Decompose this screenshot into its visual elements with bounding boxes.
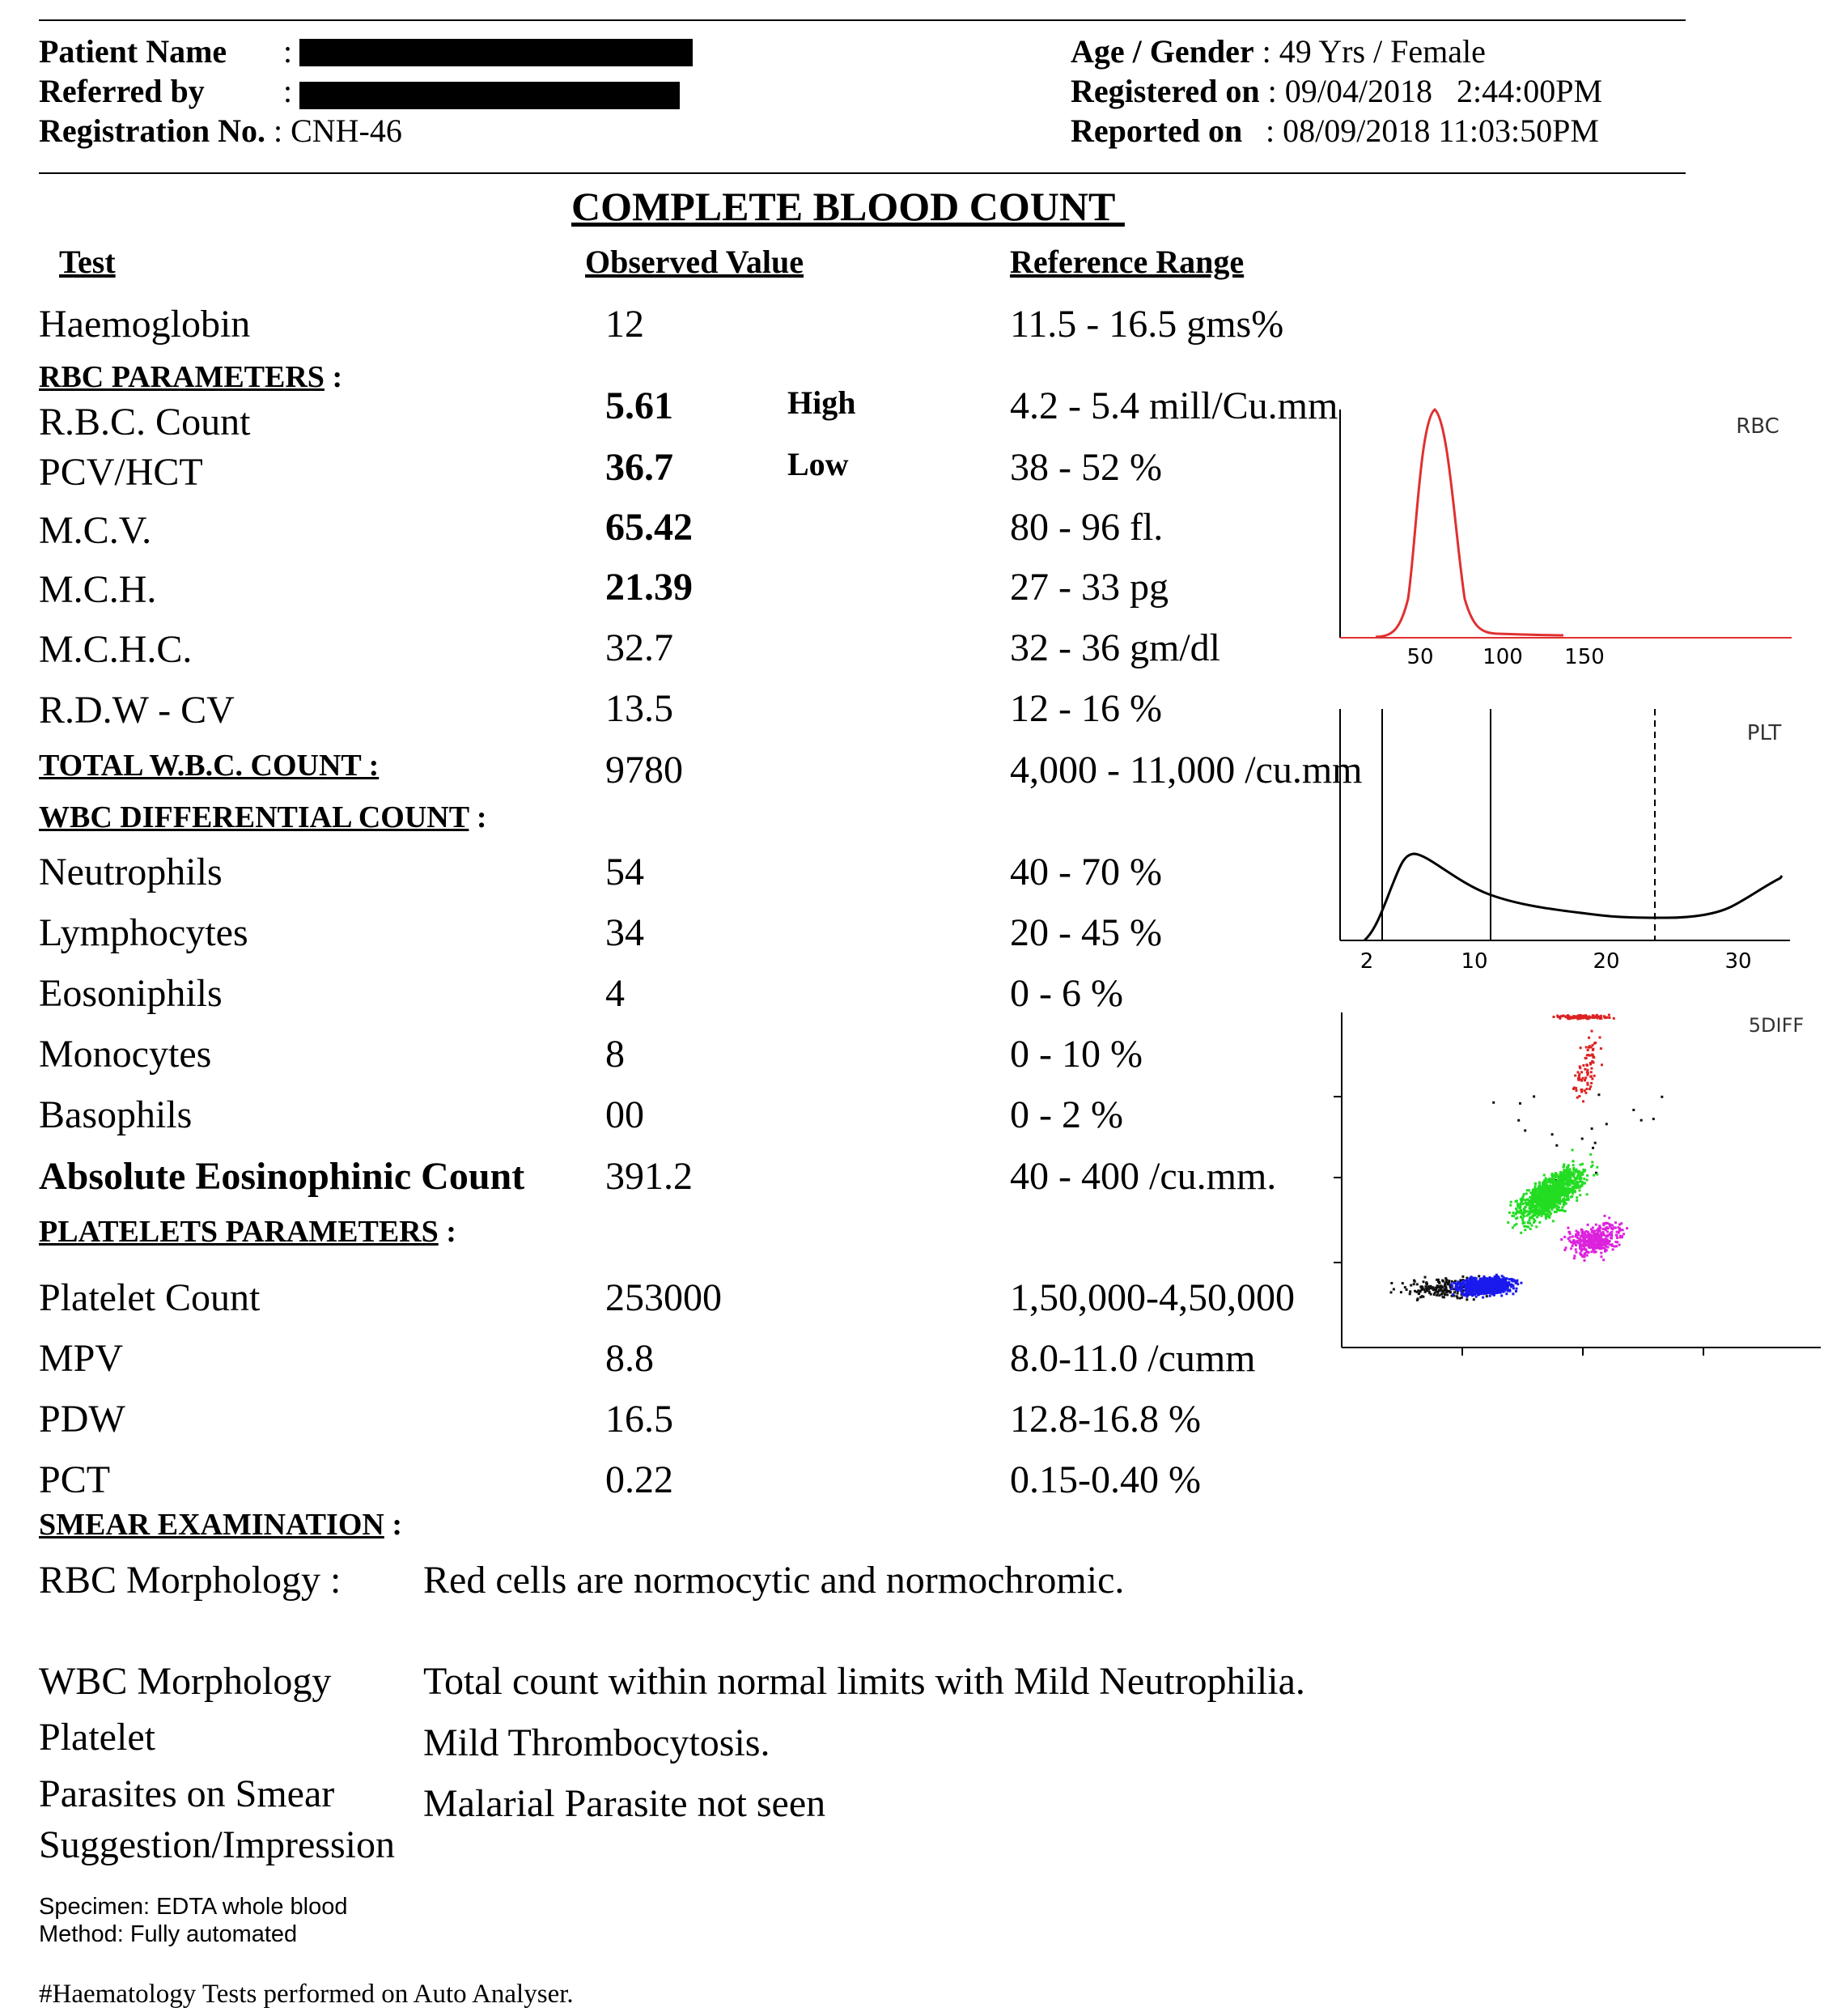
registration-no-value: CNH-46	[291, 112, 402, 149]
referred-by-redacted	[299, 82, 680, 109]
value-mchc: 32.7	[605, 626, 673, 669]
value-mcv: 65.42	[605, 506, 693, 549]
registered-on-value: 09/04/2018 2:44:00PM	[1284, 73, 1603, 109]
value-monocytes: 8	[605, 1033, 625, 1076]
test-name-absolute-eosinophil-count: Absolute Eosinophinic Count	[39, 1155, 525, 1198]
plt-histogram	[1327, 704, 1796, 979]
section-rbc-parameters: RBC PARAMETERS :	[39, 360, 343, 394]
age-gender-value: 49 Yrs / Female	[1279, 33, 1486, 70]
rbc-tick-50: 50	[1406, 645, 1434, 669]
report-title: COMPLETE BLOOD COUNT	[571, 184, 1125, 229]
test-name-pdw: PDW	[39, 1398, 125, 1441]
rbc-morphology-label: RBC Morphology :	[39, 1559, 341, 1602]
flag-rbc-count: High	[787, 384, 856, 421]
rbc-tick-100: 100	[1483, 645, 1523, 669]
reported-on-label: Reported on	[1071, 112, 1243, 149]
column-header-test: Test	[59, 244, 116, 280]
reported-on: Reported on : 08/09/2018 11:03:50PM	[1071, 112, 1599, 149]
parasites-label: Parasites on Smear	[39, 1772, 335, 1815]
plt-tick-10: 10	[1461, 949, 1488, 974]
colon: :	[283, 33, 293, 70]
test-name-pcv: PCV/HCT	[39, 451, 203, 494]
registered-on: Registered on : 09/04/2018 2:44:00PM	[1071, 73, 1603, 109]
5diff-debris-dots	[1390, 1093, 1664, 1301]
test-name-rdw: R.D.W - CV	[39, 689, 235, 732]
section-total-wbc-count: TOTAL W.B.C. COUNT :	[39, 749, 380, 783]
test-name-basophils: Basophils	[39, 1093, 193, 1136]
range-mchc: 32 - 36 gm/dl	[1010, 626, 1220, 669]
test-name-mchc: M.C.H.C.	[39, 628, 193, 671]
5diff-monocyte-dots	[1560, 1215, 1628, 1262]
parasites-value: Malarial Parasite not seen	[423, 1782, 826, 1825]
value-rbc-count: 5.61	[605, 384, 673, 427]
specimen-note: Specimen: EDTA whole blood	[39, 1894, 348, 1920]
range-pcv: 38 - 52 %	[1010, 446, 1162, 489]
test-name-mcv: M.C.V.	[39, 509, 152, 552]
column-header-reference-range: Reference Range	[1010, 244, 1245, 280]
test-name-monocytes: Monocytes	[39, 1033, 212, 1076]
range-monocytes: 0 - 10 %	[1010, 1033, 1143, 1076]
column-header-observed-value: Observed Value	[585, 244, 804, 280]
colon: :	[283, 73, 293, 109]
value-pcv: 36.7	[605, 446, 673, 489]
header-bottom-rule	[39, 172, 1686, 174]
value-lymphocytes: 34	[605, 911, 644, 954]
range-platelet-count: 1,50,000-4,50,000	[1010, 1276, 1295, 1319]
value-platelet-count: 253000	[605, 1276, 722, 1319]
test-name-mch: M.C.H.	[39, 568, 157, 611]
wbc-morphology-label: WBC Morphology	[39, 1660, 332, 1703]
rbc-tick-150: 150	[1564, 645, 1605, 669]
test-name-eosinophils: Eosoniphils	[39, 972, 223, 1015]
value-eosinophils: 4	[605, 972, 625, 1015]
range-pct: 0.15-0.40 %	[1010, 1458, 1201, 1501]
platelet-label: Platelet	[39, 1716, 155, 1759]
range-rdw: 12 - 16 %	[1010, 687, 1162, 730]
range-basophils: 0 - 2 %	[1010, 1093, 1123, 1136]
method-note: Method: Fully automated	[39, 1921, 298, 1947]
value-absolute-eosinophil-count: 391.2	[605, 1155, 693, 1198]
plt-histogram-label: PLT	[1746, 721, 1782, 745]
analyser-note: #Haematology Tests performed on Auto Analyser.	[39, 1980, 574, 2009]
test-name-lymphocytes: Lymphocytes	[39, 911, 248, 954]
rbc-histogram-label: RBC	[1736, 414, 1779, 439]
registration-no: Registration No. : CNH-46	[39, 112, 402, 149]
test-name-haemoglobin: Haemoglobin	[39, 303, 251, 346]
section-smear-examination: SMEAR EXAMINATION :	[39, 1508, 402, 1542]
registered-on-label: Registered on	[1071, 73, 1260, 109]
value-mpv: 8.8	[605, 1337, 654, 1380]
test-name-pct: PCT	[39, 1458, 111, 1501]
test-name-mpv: MPV	[39, 1337, 124, 1380]
5diff-basophil-dots	[1553, 1014, 1615, 1103]
referred-by-label: Referred by	[39, 73, 205, 109]
range-haemoglobin: 11.5 - 16.5 gms%	[1010, 303, 1284, 346]
wbc-morphology-value: Total count within normal limits with Mild Neutrophilia.	[423, 1660, 1305, 1703]
value-total-wbc-count: 9780	[605, 749, 683, 792]
range-total-wbc-count: 4,000 - 11,000 /cu.mm	[1010, 749, 1363, 792]
section-wbc-differential-count: WBC DIFFERENTIAL COUNT :	[39, 800, 487, 834]
reported-on-value: 08/09/2018 11:03:50PM	[1283, 112, 1599, 149]
rbc-morphology-value: Red cells are normocytic and normochromic.	[423, 1559, 1125, 1602]
patient-name-label: Patient Name	[39, 33, 227, 70]
value-pct: 0.22	[605, 1458, 673, 1501]
platelet-value: Mild Thrombocytosis.	[423, 1721, 770, 1764]
plt-tick-20: 20	[1593, 949, 1620, 974]
range-pdw: 12.8-16.8 %	[1010, 1398, 1201, 1441]
range-lymphocytes: 20 - 45 %	[1010, 911, 1162, 954]
registration-no-label: Registration No.	[39, 112, 265, 149]
plt-tick-2: 2	[1360, 949, 1374, 974]
test-name-rbc-count: R.B.C. Count	[39, 401, 251, 444]
test-name-platelet-count: Platelet Count	[39, 1276, 261, 1319]
header-top-rule	[39, 19, 1686, 21]
rbc-histogram	[1327, 397, 1796, 672]
range-neutrophils: 40 - 70 %	[1010, 851, 1162, 893]
value-basophils: 00	[605, 1093, 644, 1136]
5diff-label: 5DIFF	[1748, 1014, 1805, 1037]
test-name-neutrophils: Neutrophils	[39, 851, 223, 893]
age-gender-label: Age / Gender	[1071, 33, 1254, 70]
value-haemoglobin: 12	[605, 303, 644, 346]
plt-histogram-curve	[1364, 854, 1782, 940]
5diff-scattergram	[1327, 1008, 1824, 1364]
range-mch: 27 - 33 pg	[1010, 566, 1169, 609]
section-platelets-parameters: PLATELETS PARAMETERS :	[39, 1215, 456, 1249]
range-rbc-count: 4.2 - 5.4 mill/Cu.mm	[1010, 384, 1338, 427]
age-gender: Age / Gender : 49 Yrs / Female	[1071, 33, 1486, 70]
suggestion-label: Suggestion/Impression	[39, 1823, 395, 1866]
range-mpv: 8.0-11.0 /cumm	[1010, 1337, 1256, 1380]
patient-name-redacted	[299, 39, 693, 66]
value-pdw: 16.5	[605, 1398, 673, 1441]
range-absolute-eosinophil-count: 40 - 400 /cu.mm.	[1010, 1155, 1277, 1198]
value-mch: 21.39	[605, 566, 693, 609]
flag-pcv: Low	[787, 446, 849, 482]
plt-tick-30: 30	[1724, 949, 1752, 974]
range-mcv: 80 - 96 fl.	[1010, 506, 1164, 549]
5diff-neutrophil-dots	[1507, 1149, 1598, 1234]
range-eosinophils: 0 - 6 %	[1010, 972, 1123, 1015]
value-neutrophils: 54	[605, 851, 644, 893]
rbc-histogram-curve	[1376, 410, 1563, 637]
value-rdw: 13.5	[605, 687, 673, 730]
